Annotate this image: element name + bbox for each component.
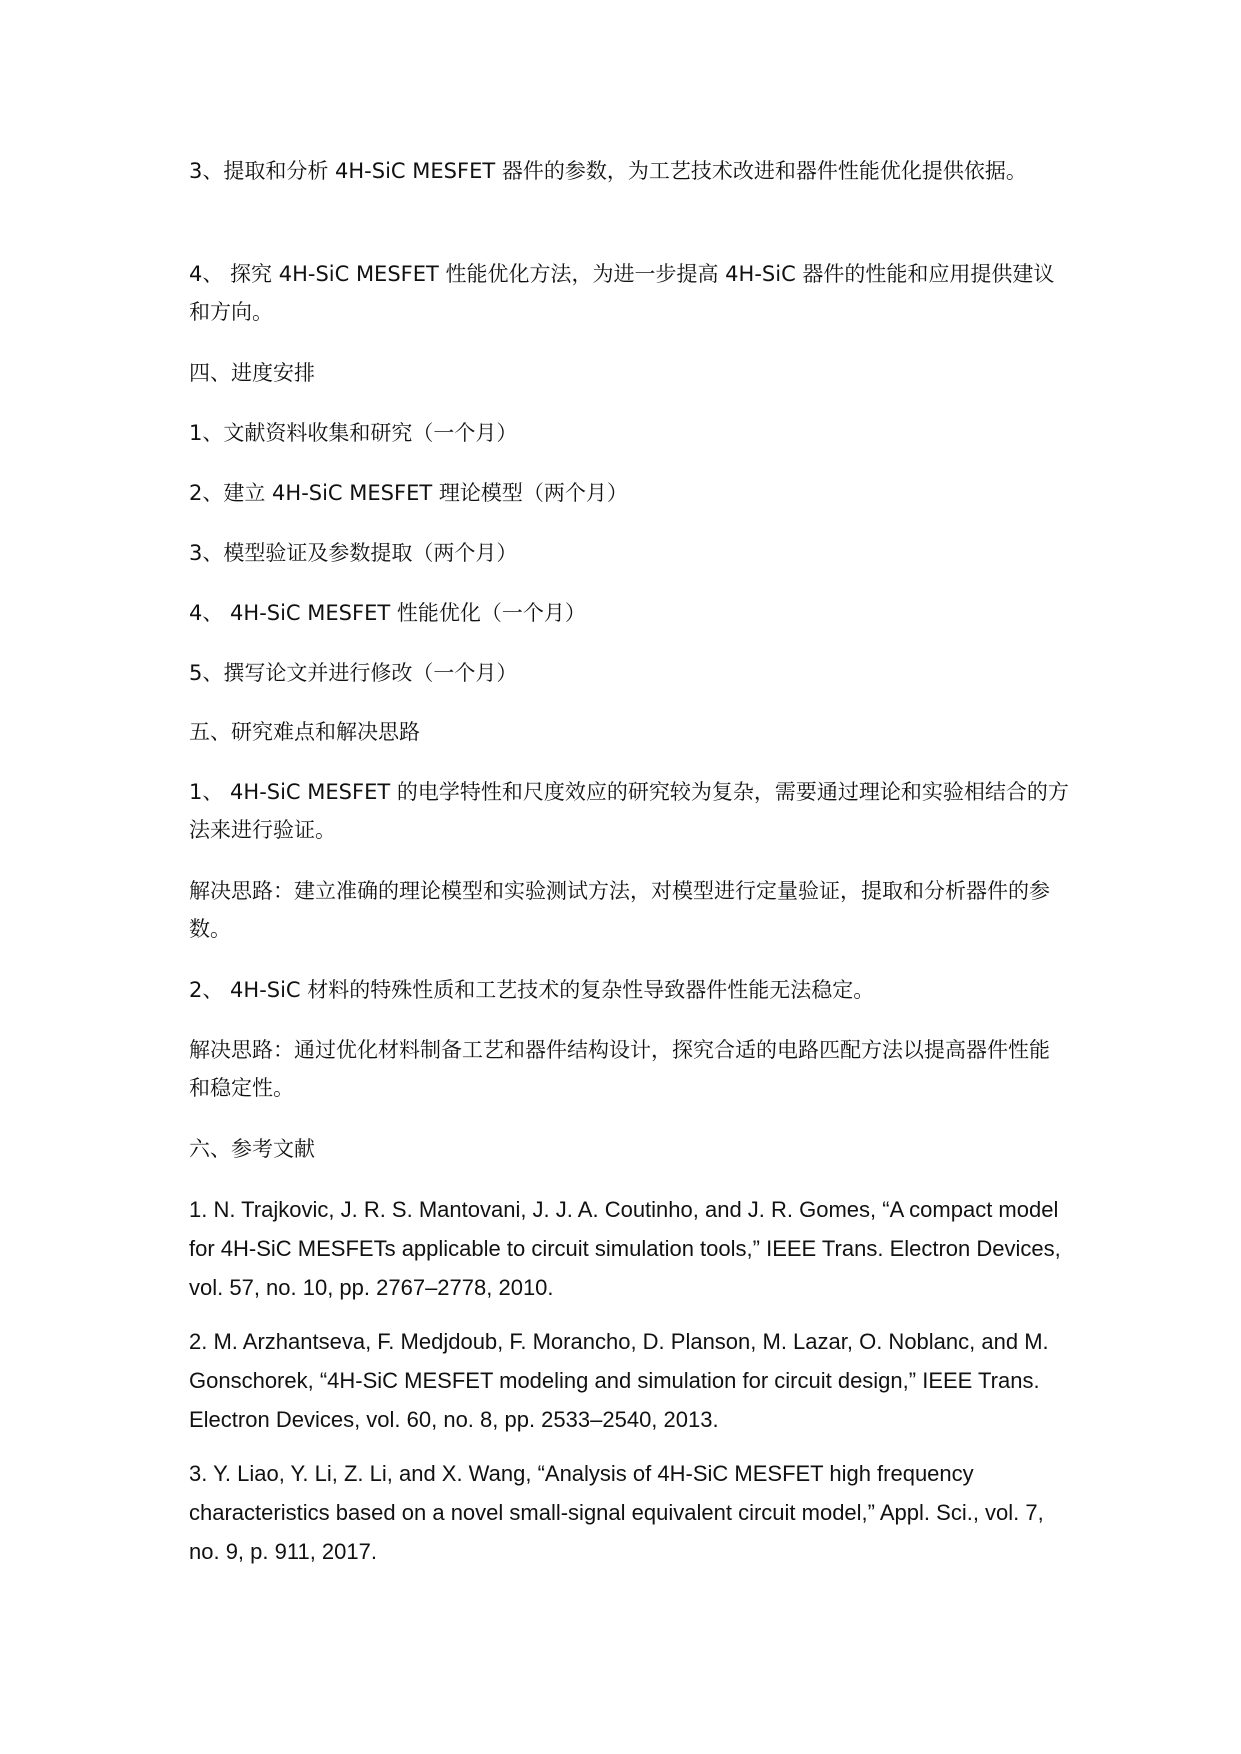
difficulty-2-paragraph: 2、 4H-SiC 材料的特殊性质和工艺技术的复杂性导致器件性能无法稳定。 (189, 978, 875, 1002)
objective-4-paragraph: 4、 探究 4H-SiC MESFET 性能优化方法，为进一步提高 4H-SiC 器件的性能和应用提供建议和方向。 (189, 262, 1055, 324)
reference-1: 1. N. Trajkovic, J. R. S. Mantovani, J. J. A. Coutinho, and J. R. Gomes, “A compact model for 4H-SiC MESFETs applicable to circuit simulation tools,” IEEE Trans. Electron Devices, vol. 57, no. 10, pp. 2767–2778, 2010. (189, 1197, 1061, 1300)
schedule-item-5: 5、撰写论文并进行修改（一个月） (189, 661, 518, 685)
references-heading: 六、参考文献 (189, 1137, 315, 1161)
solution-2-paragraph: 解决思路：通过优化材料制备工艺和器件结构设计，探究合适的电路匹配方法以提高器件性能和稳定性。 (189, 1038, 1050, 1100)
schedule-item-1: 1、文献资料收集和研究（一个月） (189, 421, 518, 445)
reference-2: 2. M. Arzhantseva, F. Medjdoub, F. Morancho, D. Planson, M. Lazar, O. Noblanc, and M. Gonschorek, “4H-SiC MESFET modeling and simulation for circuit design,” IEEE Trans. Electron Devices, vol. 60, no. 8, pp. 2533–2540, 2013. (189, 1329, 1049, 1432)
objective-3-paragraph: 3、提取和分析 4H-SiC MESFET 器件的参数，为工艺技术改进和器件性能优化提供依据。 (189, 159, 1027, 183)
schedule-item-2: 2、建立 4H-SiC MESFET 理论模型（两个月） (189, 481, 628, 505)
difficulty-1-paragraph: 1、 4H-SiC MESFET 的电学特性和尺度效应的研究较为复杂，需要通过理论和实验相结合的方法来进行验证。 (189, 780, 1069, 842)
difficulties-heading: 五、研究难点和解决思路 (189, 720, 420, 744)
solution-1-paragraph: 解决思路：建立准确的理论模型和实验测试方法，对模型进行定量验证，提取和分析器件的参数。 (189, 879, 1050, 941)
schedule-item-4: 4、 4H-SiC MESFET 性能优化（一个月） (189, 601, 586, 625)
schedule-heading: 四、进度安排 (189, 361, 315, 385)
schedule-item-3: 3、模型验证及参数提取（两个月） (189, 541, 518, 565)
reference-3: 3. Y. Liao, Y. Li, Z. Li, and X. Wang, “Analysis of 4H-SiC MESFET high frequency characteristics based on a novel small-signal equivalent circuit model,” Appl. Sci., vol. 7, no. 9, p. 911, 2017. (189, 1461, 1044, 1564)
